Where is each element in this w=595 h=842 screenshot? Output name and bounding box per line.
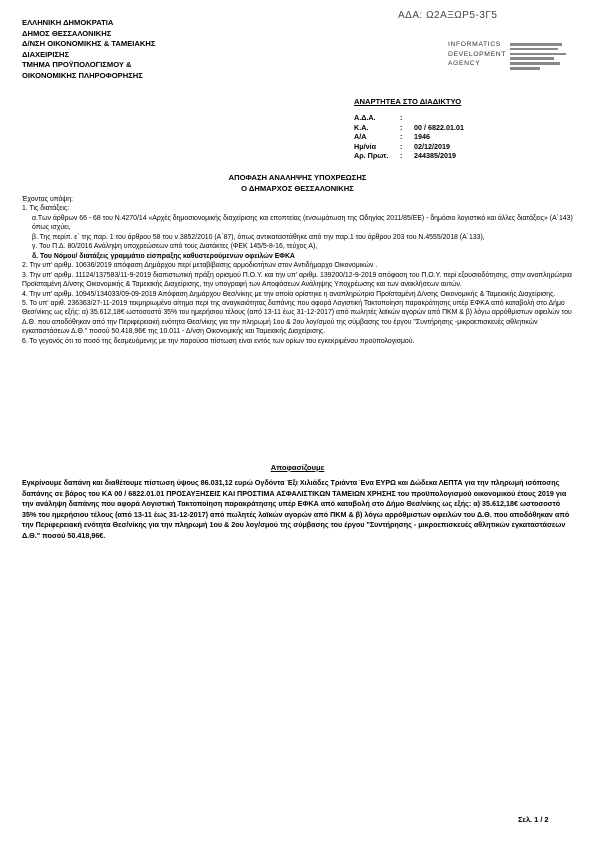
- paragraph: δ. Του Νόμου/ διατάξεις γραμμάτιο είσπραξης καθυστερούμενων οφειλών ΕΦΚΑ: [32, 252, 295, 260]
- paragraph: Έχοντας υπόψη:: [22, 196, 73, 203]
- ref-label: Α.Δ.Α.: [354, 113, 376, 122]
- ref-row-protocol: Αρ. Πρωτ. : 244385/2019: [354, 151, 456, 161]
- logo-line: AGENCY: [448, 60, 481, 67]
- ref-label: Αρ. Πρωτ.: [354, 151, 389, 161]
- ref-label: Κ.Α.: [354, 122, 369, 132]
- paragraph: 6. Το γεγονός ότι το ποσό της δεσμευόμενης με την παρούσα πίστωση είναι εντός των ορίων του εγκεκριμένου προϋπολογισμού.: [22, 337, 415, 345]
- ref-label: Α/Α: [354, 132, 367, 142]
- logo-line: DEVELOPMENT: [448, 50, 506, 58]
- title-line: Ο ΔΗΜΑΡΧΟΣ ΘΕΣΣΑΛΟΝΙΚΗΣ: [241, 183, 354, 193]
- issuer-line: ΟΙΚΟΝΟΜΙΚΗΣ ΠΛΗΡΟΦΟΡΗΣΗΣ: [22, 70, 143, 80]
- paragraph: 2. Την υπ' αριθμ. 10636/2019 απόφαση Δημάρχου περί μεταβίβασης αρμοδιοτήτων στον Αντιδήμαρχο Οικονομικών .: [22, 262, 378, 270]
- paragraph: γ. Του Π.Δ. 80/2016 Ανάληψη υποχρεώσεων από τους Διατάκτες (ΦΕΚ 145/5-8-16, τεύχος Α),: [32, 243, 318, 251]
- ref-row-ka: Κ.Α. : 00 / 6822.01.01: [354, 122, 464, 132]
- ref-label: Ημ/νία: [354, 141, 376, 151]
- paragraph: 5. Το υπ' αριθ. 236363/27-11-2019 τεκμηριωμένο αίτημα περί της αναγκαιότητας δαπάνης που αφορά Λογιστική Τακτοποίηση παρακράτησης υπέρ ΕΦΚΑ από καταβολή στο Δήμο Θεσ/νίκης ως εξής: α) 35.612,18€ ωστοσοστό 35% του ημερήσιου τέλους (από 13-11 έως 31-12-2017) από πωλητές λαϊκών αγορών από ΠΚΜ & β) λόγω αρρόθμιστων οφειλών του Δ.Θ. που αποδόθηκαν από την Περιφερειακή ενότητα Θεσ/νίκης για την πληρωμή 1ου & 2ου λογ/σμού της σύμβασης του έργου "Συντήρησης -μικροεπισκευές αθλητικών εγκαταστάσεων Δ.Θ." ποσού 50.418,96€ της 10.011 - Δ/νση Οικονομικής και Ταμειακής Διαχείρισης.: [22, 299, 572, 336]
- issuer-line: ΤΜΗΜΑ ΠΡΟΫΠΟΛΟΓΙΣΜΟΥ &: [22, 60, 132, 69]
- document-body: [22, 195, 578, 346]
- decision-text: Εγκρίνουμε δαπάνη και διαθέτουμε πίστωση ύψους 86.031,12 ευρώ Ογδόντα Έξι Χιλιάδες Τριάντα Ένα ΕΥΡΩ και Δώδεκα ΛΕΠΤΑ για την πληρωμή ισόποσης δαπάνης σε βάρος του ΚΑ 00 / 6822.01.01 ΠΡΟΣΑΥΞΗΣΕΙΣ ΚΑΙ ΠΡΟΣΤΙΜΑ ΑΣΦΑΛΙΣΤΙΚΩΝ ΤΑΜΕΙΩΝ ΧΡΗΣΗΣ του προϋπολογισμού οικονομικού έτους 2019 για την ανάληψη δαπάνης που αφορά Λογιστική Τακτοποίηση παρακράτησης υπέρ ΕΦΚΑ από καταβολή στο Δήμο Θεσ/νίκης ως εξής: α) 35.612,18€ ωστοσοστό 35% του ημερήσιου τέλους (από 13-11 έως 31-12-2017) από πωλητές λαϊκών αγορών από ΠΚΜ & β) λόγω αρρόθμιστων οφειλών του Δ.Θ. που αποδόθηκαν από την Περιφερειακή ενότητα Θεσ/νίκης για την πληρωμή 1ου & 2ου λογ/σμού της σύμβασης του έργου "Συντήρησης - μικροεπισκευές αθλητικών εγκαταστάσεων Δ.Θ." ποσού 50.418,96€.: [22, 478, 570, 540]
- issuer-line: ΔΙΑΧΕΙΡΙΣΗΣ: [22, 49, 70, 59]
- issuer-line: ΔΗΜΟΣ ΘΕΣΣΑΛΟΝΙΚΗΣ: [22, 28, 112, 38]
- decision-heading: Αποφασίζουμε: [270, 463, 325, 472]
- ref-value: 1946: [414, 132, 430, 142]
- ref-row-aa: Α/Α : 1946: [354, 132, 430, 142]
- ref-value: 00 / 6822.01.01: [414, 122, 464, 132]
- online-posting-notice: ΑΝΑΡΤΗΤΕΑ ΣΤΟ ΔΙΑΔΙΚΤΥΟ: [354, 97, 462, 106]
- ada-code: ΑΔΑ: Ω2ΑΞΩΡ5-3Γ5: [398, 10, 498, 21]
- paragraph: 1. Τις διατάξεις:: [22, 205, 70, 213]
- agency-logo: [448, 40, 588, 70]
- ref-row-date: Ημ/νία : 02/12/2019: [354, 141, 450, 151]
- paragraph: 3. Την υπ' αριθμ. 11124/137583/11-9-2019 διαπιστωτική πράξη ορισμού Π.Ο.Υ. και την υπ' αριθμ. 139200/12-9-2019 απόφαση του Π.Ο.Υ. περί εξουσιοδότησης, στην αναπληρώτρια Προϊσταμένη Δ/νσης Οικονομικής & Ταμειακής Διαχείρισης, την υπογραφή των Αποφάσεων Ανάληψης Υποχρέωσης και των ανακλήσεων αυτών.: [22, 271, 572, 289]
- ref-row-ada: Α.Δ.Α. :: [354, 113, 403, 122]
- agency-logo-text: [448, 40, 506, 69]
- issuer-line: ΕΛΛΗΝΙΚΗ ΔΗΜΟΚΡΑΤΙΑ: [22, 18, 114, 27]
- document-title: [0, 173, 595, 194]
- reference-block: [354, 113, 464, 161]
- ref-value: 02/12/2019: [414, 141, 450, 151]
- paragraph: β. Της περίπ. ε΄ της παρ. 1 του άρθρου 58 του ν.3852/2010 (Α΄87), όπως αντικαταστάθηκε από την παρ.1 του άρθρου 203 του Ν.4555/2018 (Α΄133),: [32, 233, 485, 241]
- paragraph: α.Των άρθρων 66 - 68 του Ν.4270/14 «Αρχές δημοσιονομικής διαχείρισης και εποπτείας (ενσωμάτωση της Οδηγίας 2011/85/ΕΕ) - δημόσιο λογιστικό και άλλες διατάξεις» (Α΄143) όπως ισχύει,: [32, 214, 573, 232]
- issuer-header: [22, 18, 272, 81]
- title-line: ΑΠΟΦΑΣΗ ΑΝΑΛΗΨΗΣ ΥΠΟΧΡΕΩΣΗΣ: [228, 173, 367, 182]
- logo-fine-print-graphic: [510, 43, 566, 72]
- ref-value: 244385/2019: [414, 151, 456, 161]
- page-number: Σελ. 1 / 2: [518, 815, 549, 824]
- paragraph: 4. Την υπ' αριθμ. 10945/134033/09-09-2019 Απόφαση Δημάρχου Θεσ/νίκης με την οποία ορίστηκε η αναπληρώτρια Προϊσταμένη Δ/νσης Οικονομικής & Ταμειακής Διαχείρισης.: [22, 290, 556, 298]
- issuer-line: Δ/ΝΣΗ ΟΙΚΟΝΟΜΙΚΗΣ & ΤΑΜΕΙΑΚΗΣ: [22, 39, 156, 48]
- logo-line: INFORMATICS: [448, 41, 501, 48]
